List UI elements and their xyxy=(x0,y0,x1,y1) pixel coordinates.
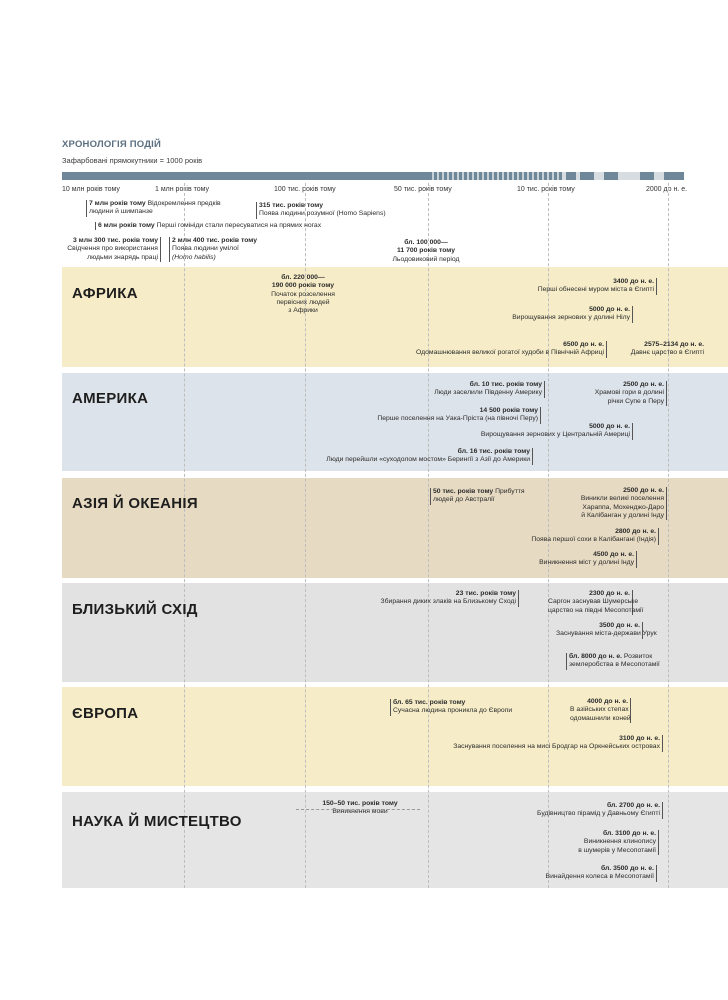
science-event-4: бл. 3500 до н. е. Винайдення колеса в Месопотамії xyxy=(530,865,657,882)
region-title-science-art: НАУКА Й МИСТЕЦТВО xyxy=(72,813,242,830)
region-title-europe: ЄВРОПА xyxy=(72,705,139,722)
timeline-block xyxy=(604,172,618,180)
event-ice-age: бл. 100 000— 11 700 років тому Льодовиковий період xyxy=(392,239,460,263)
america-event-3: 14 500 років тому Перше поселення на Уака-Пріста (на півночі Перу) xyxy=(358,407,541,424)
legend-note: Зафарбовані прямокутники = 1000 років xyxy=(62,156,203,165)
timeline-bar-solid xyxy=(62,172,429,180)
africa-event-1: бл. 220 000— 190 000 років тому Початок розселення первісних людей з Африки xyxy=(271,274,335,315)
chronology-title: ХРОНОЛОГІЯ ПОДІЙ xyxy=(62,139,162,150)
middle-east-event-2: 2300 до н. е. Саргон заснував Шумерське царство на півдні Месопотамії xyxy=(548,590,644,614)
event-7mln: 7 млн років тому Відокремлення предків людини й шимпанзе xyxy=(86,200,221,217)
middle-east-event-4: бл. 8000 до н. е. Розвиток землеробства в Месопотамії xyxy=(566,653,660,670)
asia-event-3: 2800 до н. е. Поява першої сохи в Калібангані (Індія) xyxy=(500,528,659,545)
event-6mln: 6 млн років тому Перші гомініди стали пересуватися на прямих ногах xyxy=(95,222,321,230)
asia-event-4: 4500 до н. е. Виникнення міст у долині Інду xyxy=(530,551,637,568)
timeline-block xyxy=(566,172,576,180)
grid-line xyxy=(428,183,429,888)
axis-label: 10 млн років тому xyxy=(62,186,120,193)
region-title-asia-oceania: АЗІЯ Й ОКЕАНІЯ xyxy=(72,495,198,512)
event-315k: 315 тис. років тому Поява людини розумної (Homo Sapiens) xyxy=(256,202,386,219)
region-title-africa: АФРИКА xyxy=(72,285,138,302)
axis-label: 100 тис. років тому xyxy=(274,186,336,193)
america-event-1: бл. 10 тис. років тому Люди заселили Південну Америку xyxy=(414,381,545,398)
middle-east-event-1: 23 тис. років тому Збирання диких злаків на Близькому Сході xyxy=(362,590,519,607)
america-event-5: бл. 16 тис. років тому Люди перейшли «суходолом мостом» Берингії з Азії до Америки xyxy=(296,448,533,465)
america-event-4: 5000 до н. е. Вирощування зернових у Центральній Америці xyxy=(456,423,633,440)
axis-label: 10 тис. років тому xyxy=(517,186,575,193)
timeline-bar-striped xyxy=(429,172,562,180)
axis-label: 1 млн років тому xyxy=(155,186,210,193)
axis-label: 50 тис. років тому xyxy=(394,186,452,193)
timeline-block xyxy=(640,172,654,180)
africa-event-4: 6500 до н. е. Одомашнювання великої рогатої худоби в Північній Африці xyxy=(380,341,607,358)
asia-event-2: 2500 до н. е. Виникли великі поселення Хараппа, Мохенджо-Даро й Калібанган у долині Інду xyxy=(550,487,667,520)
science-event-2: бл. 2700 до н. е. Будівництво пірамід у Давньому Єгипті xyxy=(510,802,663,819)
speech-range-line xyxy=(296,809,420,810)
science-event-3: бл. 3100 до н. е. Виникнення клинопису в шумерів у Месопотамії xyxy=(556,830,659,855)
grid-line xyxy=(668,183,669,888)
region-title-america: АМЕРИКА xyxy=(72,390,149,407)
science-event-1: 150–50 тис. років тому Виникнення мови xyxy=(322,800,398,816)
timeline-block xyxy=(664,172,684,180)
middle-east-event-3: 3500 до н. е. Заснування міста-держави Урук xyxy=(556,622,657,638)
grid-line xyxy=(184,183,185,888)
africa-event-5: 2575–2134 до н. е. Давнє царство в Єгипті xyxy=(630,341,704,357)
region-title-middle-east: БЛИЗЬКИЙ СХІД xyxy=(72,601,198,618)
event-2-4mln: 2 млн 400 тис. років тому Поява людини умілої (Homo habilis) xyxy=(169,237,257,262)
europe-event-3: 3100 до н. е. Заснування поселення на мисі Бродгар на Оркнейських островах xyxy=(420,735,663,752)
axis-label: 2000 до н. е. xyxy=(646,186,688,193)
timeline-block xyxy=(580,172,594,180)
africa-event-3: 5000 до н. е. Вирощування зернових у долині Нілу xyxy=(470,306,633,323)
europe-event-1: бл. 65 тис. років тому Сучасна людина проникла до Європи xyxy=(390,699,512,716)
africa-event-2: 3400 до н. е. Перші обнесені муром міста в Єгипті xyxy=(480,278,657,295)
asia-event-1: 50 тис. років тому Прибуття людей до Австралії xyxy=(430,488,525,505)
america-event-2: 2500 до н. е. Храмові гори в долині річки Супе в Перу xyxy=(580,381,667,406)
europe-event-2: 4000 до н. е. В азійських степах одомашнили коней xyxy=(570,698,631,722)
event-3mln: 3 млн 300 тис. років тому Свідчення про використання людьми знарядь праці xyxy=(62,237,161,262)
